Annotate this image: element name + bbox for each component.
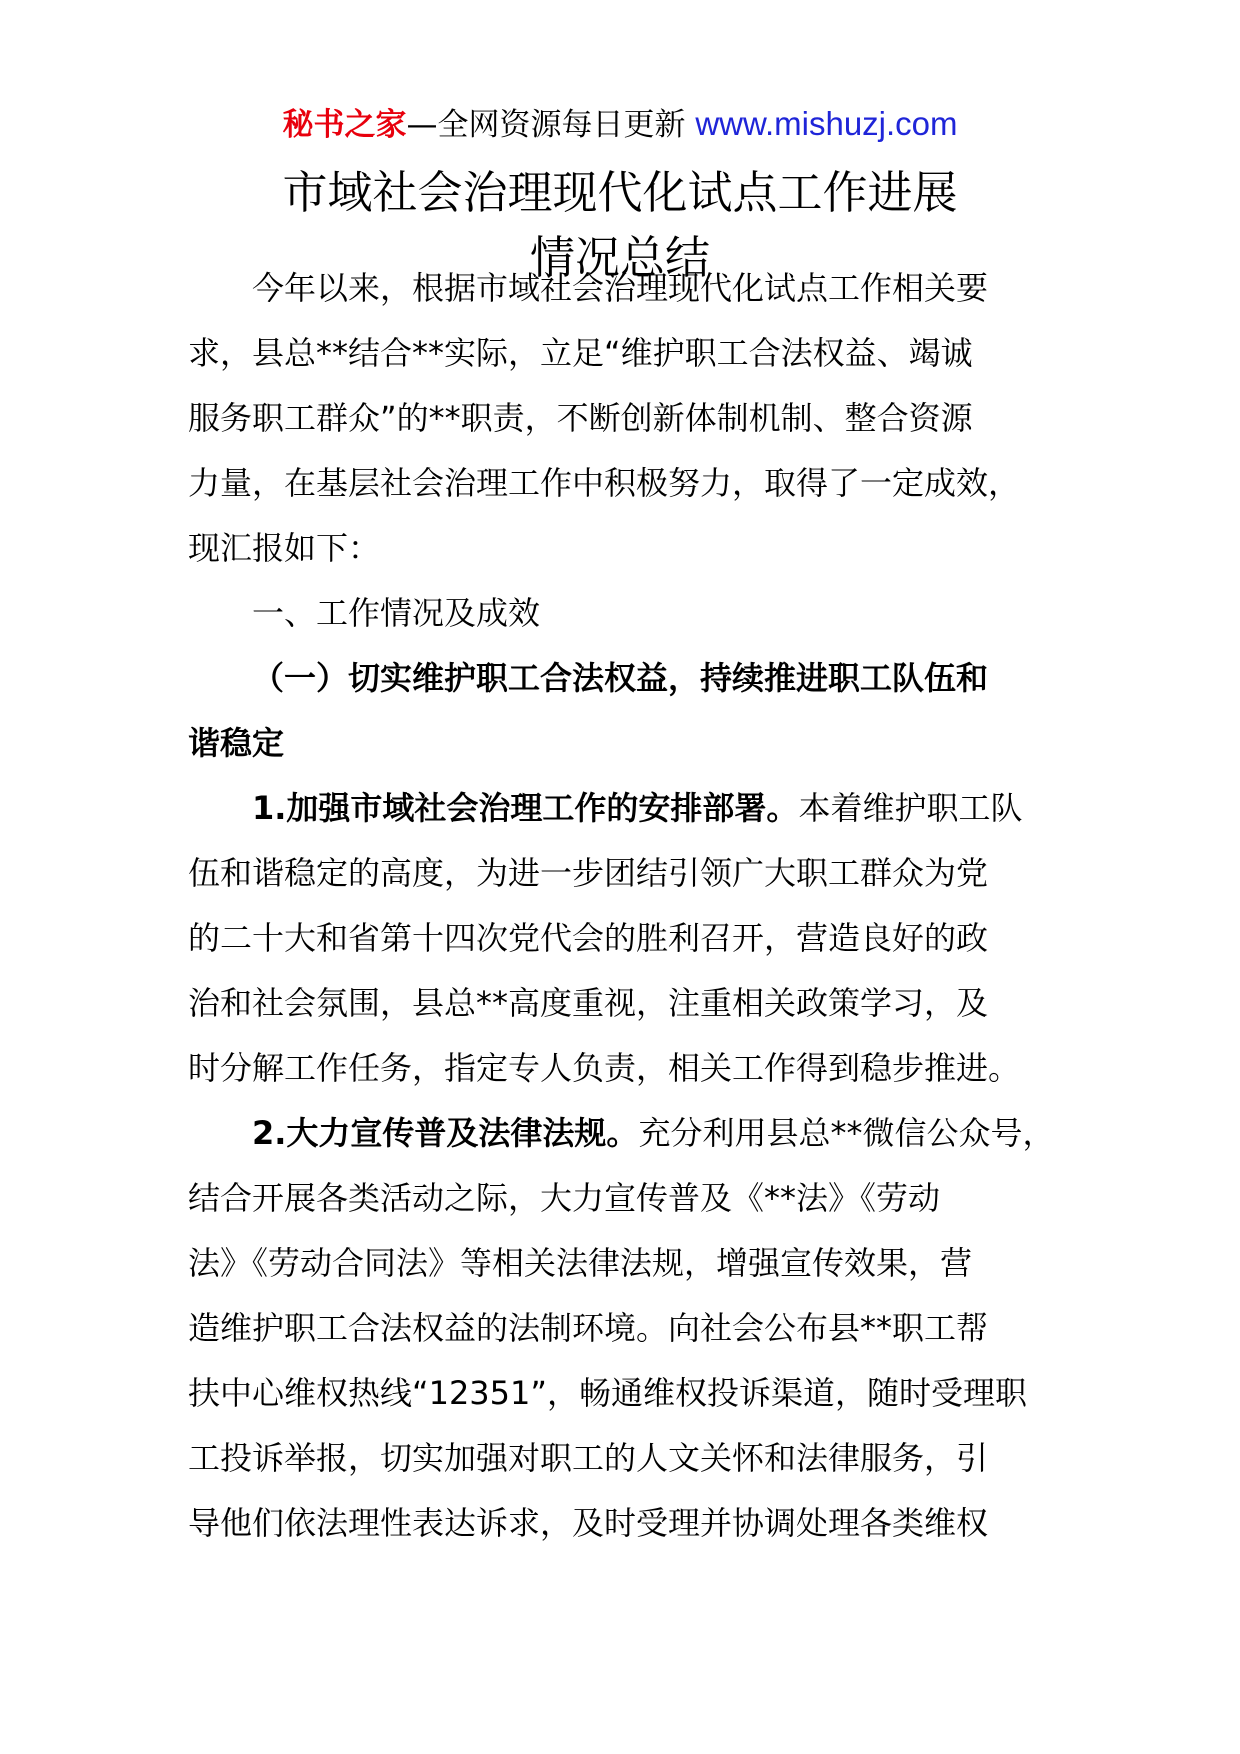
site-tagline: —全网资源每日更新 [406,107,696,143]
text-line: 扶中心维权热线“12351”，畅通维权投诉渠道，随时受理职 [188,1374,1027,1412]
site-url-link[interactable]: www.mishuzj.com [695,105,958,142]
section-heading-text: 一、工作情况及成效 [252,594,541,632]
item-2-label: 2.大力宣传普及法律法规。 [252,1114,639,1152]
site-header [0,102,1240,147]
intro-paragraph [188,256,1088,581]
text-line: 法》《劳动合同法》等相关法律法规，增强宣传效果，营 [188,1244,973,1282]
text-line: 造维护职工合法权益的法制环境。向社会公布县**职工帮 [188,1309,989,1347]
document-title-line-2: 情况总结 [529,231,710,284]
text-line: 现汇报如下： [188,529,381,567]
subsection-heading-line: （一）切实维护职工合法权益，持续推进职工队伍和 [252,659,989,697]
item-2-paragraph [188,1101,1088,1556]
section-heading-1 [188,581,1088,646]
text-line [188,1101,1088,1166]
site-brand: 秘书之家 [282,107,407,143]
item-2-first-line: 充分利用县总**微信公众号， [638,1114,1055,1152]
text-line: 结合开展各类活动之际，大力宣传普及《**法》《劳动 [188,1179,941,1217]
text-line: 治和社会氛围，县总**高度重视，注重相关政策学习，及 [188,984,989,1022]
item-1-label: 1.加强市域社会治理工作的安排部署。 [252,789,799,827]
text-line: 服务职工群众”的**职责，不断创新体制机制、整合资源 [188,399,973,437]
text-line: 求，县总**结合**实际，立足“维护职工合法权益、竭诚 [188,334,973,372]
document-title-line-1: 市域社会治理现代化试点工作进展 [282,166,958,219]
text-line: 伍和谐稳定的高度，为进一步团结引领广大职工群众为党 [188,854,989,892]
text-line: 导他们依法理性表达诉求，及时受理并协调处理各类维权 [188,1504,989,1542]
text-line: 力量，在基层社会治理工作中积极努力，取得了一定成效， [188,464,1021,502]
text-line: 今年以来，根据市域社会治理现代化试点工作相关要 [252,269,989,307]
item-1-paragraph [188,776,1088,1101]
subsection-heading-line: 谐稳定 [188,724,285,762]
text-line: 时分解工作任务，指定专人负责，相关工作得到稳步推进。 [188,1049,1021,1087]
text-line: 工投诉举报，切实加强对职工的人文关怀和法律服务，引 [188,1439,989,1477]
item-1-first-line: 本着维护职工队 [798,789,1023,827]
text-line: 的二十大和省第十四次党代会的胜利召开，营造良好的政 [188,919,989,957]
text-line [188,776,1088,841]
subsection-heading-1 [188,646,1088,776]
